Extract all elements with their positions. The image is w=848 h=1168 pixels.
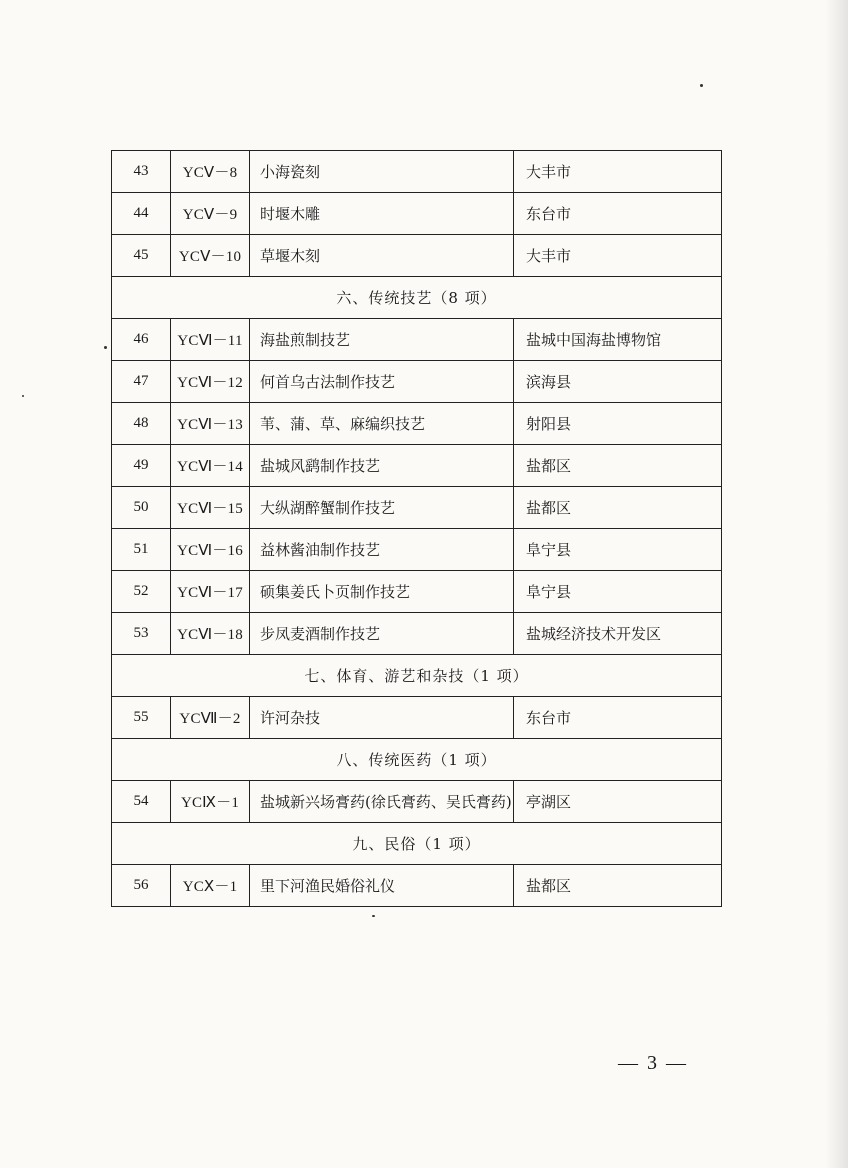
item-number: 44 [112, 193, 171, 235]
table-row [112, 529, 722, 571]
item-code: YCⅥ－17 [171, 571, 250, 613]
table-row [112, 151, 722, 193]
item-code: YCⅥ－13 [171, 403, 250, 445]
category-row [112, 277, 722, 319]
item-location: 东台市 [514, 697, 722, 739]
category-heading: 七、体育、游艺和杂技（1 项） [112, 655, 722, 697]
item-number: 46 [112, 319, 171, 361]
item-name: 草堰木刻 [250, 235, 514, 277]
item-location: 亭湖区 [514, 781, 722, 823]
item-location: 盐都区 [514, 445, 722, 487]
category-row [112, 655, 722, 697]
item-name: 盐城风鹞制作技艺 [250, 445, 514, 487]
scan-speck [700, 84, 703, 87]
table-body [112, 151, 722, 907]
category-heading: 九、民俗（1 项） [112, 823, 722, 865]
item-code: YCⅤ－10 [171, 235, 250, 277]
item-number: 52 [112, 571, 171, 613]
item-name: 许河杂技 [250, 697, 514, 739]
item-code: YCⅥ－12 [171, 361, 250, 403]
item-number: 56 [112, 865, 171, 907]
item-location: 盐城经济技术开发区 [514, 613, 722, 655]
table-row [112, 361, 722, 403]
item-number: 50 [112, 487, 171, 529]
table-row [112, 781, 722, 823]
item-name: 小海瓷刻 [250, 151, 514, 193]
item-code: YCⅥ－14 [171, 445, 250, 487]
table-row [112, 487, 722, 529]
table-row [112, 865, 722, 907]
item-name: 海盐煎制技艺 [250, 319, 514, 361]
item-number: 54 [112, 781, 171, 823]
item-code: YCⅤ－8 [171, 151, 250, 193]
item-code: YCⅥ－15 [171, 487, 250, 529]
item-number: 55 [112, 697, 171, 739]
item-number: 53 [112, 613, 171, 655]
item-code: YCⅨ－1 [171, 781, 250, 823]
item-name: 苇、蒲、草、麻编织技艺 [250, 403, 514, 445]
table-row [112, 193, 722, 235]
item-number: 51 [112, 529, 171, 571]
table-row [112, 319, 722, 361]
scan-speck [104, 346, 107, 349]
item-name: 时堰木雕 [250, 193, 514, 235]
item-name: 何首乌古法制作技艺 [250, 361, 514, 403]
heritage-list-table [111, 150, 722, 907]
table-row [112, 697, 722, 739]
table-row [112, 235, 722, 277]
item-name: 益林酱油制作技艺 [250, 529, 514, 571]
scan-edge-shadow [826, 0, 848, 1168]
item-location: 大丰市 [514, 235, 722, 277]
item-location: 东台市 [514, 193, 722, 235]
category-heading: 六、传统技艺（8 项） [112, 277, 722, 319]
item-number: 49 [112, 445, 171, 487]
scan-speck [22, 395, 24, 397]
item-code: YCⅤ－9 [171, 193, 250, 235]
item-number: 48 [112, 403, 171, 445]
item-location: 阜宁县 [514, 529, 722, 571]
item-code: YCⅦ－2 [171, 697, 250, 739]
item-code: YCⅥ－16 [171, 529, 250, 571]
item-name: 硕集姜氏卜页制作技艺 [250, 571, 514, 613]
item-name: 大纵湖醉蟹制作技艺 [250, 487, 514, 529]
page-number: — 3 — [618, 1052, 688, 1074]
item-location: 大丰市 [514, 151, 722, 193]
table-row [112, 445, 722, 487]
table-row [112, 613, 722, 655]
item-number: 43 [112, 151, 171, 193]
category-heading: 八、传统医药（1 项） [112, 739, 722, 781]
category-row [112, 739, 722, 781]
item-location: 盐城中国海盐博物馆 [514, 319, 722, 361]
item-name: 盐城新兴场膏药(徐氏膏药、吴氏膏药) [250, 781, 514, 823]
table-row [112, 571, 722, 613]
item-number: 47 [112, 361, 171, 403]
item-name: 里下河渔民婚俗礼仪 [250, 865, 514, 907]
item-code: YCⅥ－18 [171, 613, 250, 655]
item-number: 45 [112, 235, 171, 277]
item-location: 阜宁县 [514, 571, 722, 613]
scan-speck [372, 915, 375, 917]
item-location: 滨海县 [514, 361, 722, 403]
item-name: 步凤麦酒制作技艺 [250, 613, 514, 655]
category-row [112, 823, 722, 865]
table-row [112, 403, 722, 445]
item-location: 盐都区 [514, 487, 722, 529]
item-location: 射阳县 [514, 403, 722, 445]
item-code: YCⅥ－11 [171, 319, 250, 361]
item-location: 盐都区 [514, 865, 722, 907]
item-code: YCⅩ－1 [171, 865, 250, 907]
